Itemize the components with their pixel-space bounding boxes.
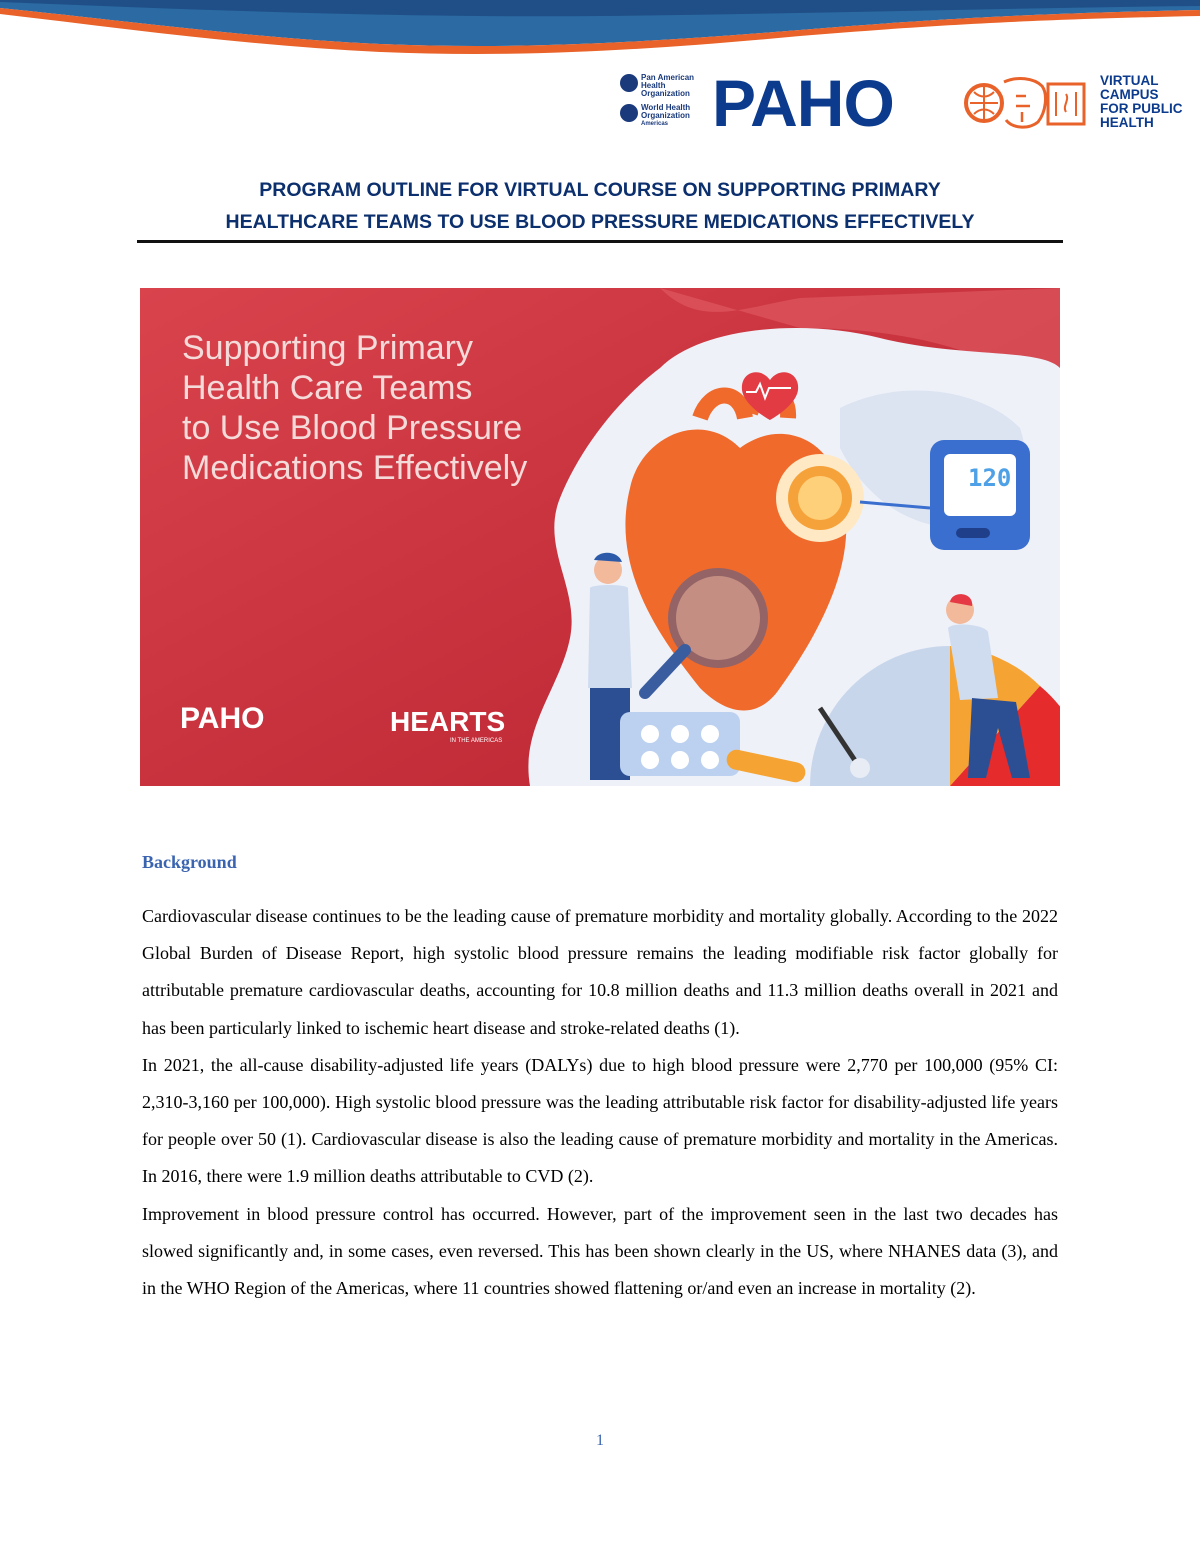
org-logos (620, 74, 710, 136)
org-name-line: Health (641, 81, 666, 90)
org-name-line: Americas (641, 121, 669, 127)
who-emblem-icon (620, 104, 638, 122)
banner-hearts-subtitle: IN THE AMERICAS (450, 738, 503, 744)
body-paragraph: Cardiovascular disease continues to be the leading cause of premature morbidity and mortality globally. According to the 2022 Global Burden of Disease Report, high systolic blood pressure remains the leading modifiable risk factor globally for attributable premature cardiovascular deaths, accounting for 10.8 million deaths and 11.3 million deaths overall in 2021 and has been particularly linked to ischemic heart disease and stroke-related deaths (1). (142, 906, 1058, 1038)
title-divider (137, 240, 1063, 243)
org-name-line: Organization (641, 111, 690, 120)
section-heading-background: Background (142, 852, 237, 872)
bp-monitor-reading: 120 (968, 464, 1012, 492)
org-name-line: Pan American (641, 73, 695, 82)
page-title-line: HEALTHCARE TEAMS TO USE BLOOD PRESSURE MEDICATIONS EFFECTIVELY (225, 211, 975, 233)
body-paragraph: In 2021, the all-cause disability-adjusted life years (DALYs) due to high blood pressure were 2,770 per 100,000 (95% CI: 2,310-3,160 per 100,000). High systolic blood pressure was the leading attributable risk factor for disability-adjusted life years for people over 50 (1). Cardiovascular disease is also the leading cause of premature morbidity and mortality in the Americas. In 2016, there were 1.9 million deaths attributable to CVD (2). (142, 1054, 1058, 1187)
virtual-campus-logo-icon (962, 72, 1090, 134)
header-wave-decoration (0, 0, 1200, 80)
org-name-line: Organization (641, 89, 690, 98)
banner-hearts-logo: HEARTS (390, 706, 506, 737)
body-paragraph: Improvement in blood pressure control has occurred. However, part of the improvement seen in the last two decades has slowed significantly and, in some cases, even reversed. This has been shown clearly in the US, where NHANES data (3), and in the WHO Region of the Americas, where 11 countries showed flattening or/and even an increase in mortality (2). (142, 1203, 1058, 1299)
banner-paho-logo: PAHO (180, 702, 265, 735)
banner-title-line: Medications Effectively (182, 449, 528, 487)
org-name-line: World Health (641, 103, 691, 112)
campus-text-line: HEALTH (1100, 115, 1154, 130)
virtual-campus-name (1100, 74, 1183, 130)
campus-text-line: VIRTUAL (1100, 73, 1159, 88)
page-number: 1 (596, 1432, 604, 1449)
page-title (140, 174, 1060, 238)
banner-title-line: Supporting Primary (182, 329, 474, 367)
banner-title-line: Health Care Teams (182, 369, 473, 407)
campus-text-line: CAMPUS (1100, 87, 1159, 102)
background-body (142, 898, 1058, 1307)
banner-title-line: to Use Blood Pressure (182, 409, 523, 447)
header-logos (620, 66, 1190, 140)
paho-emblem-icon (620, 74, 638, 92)
course-banner-image (140, 288, 1060, 786)
banner-title (182, 328, 527, 488)
paho-logo: PAHO (712, 66, 894, 140)
page-title-line: PROGRAM OUTLINE FOR VIRTUAL COURSE ON SUPPORTING PRIMARY (259, 179, 941, 201)
campus-text-line: FOR PUBLIC (1100, 101, 1183, 116)
